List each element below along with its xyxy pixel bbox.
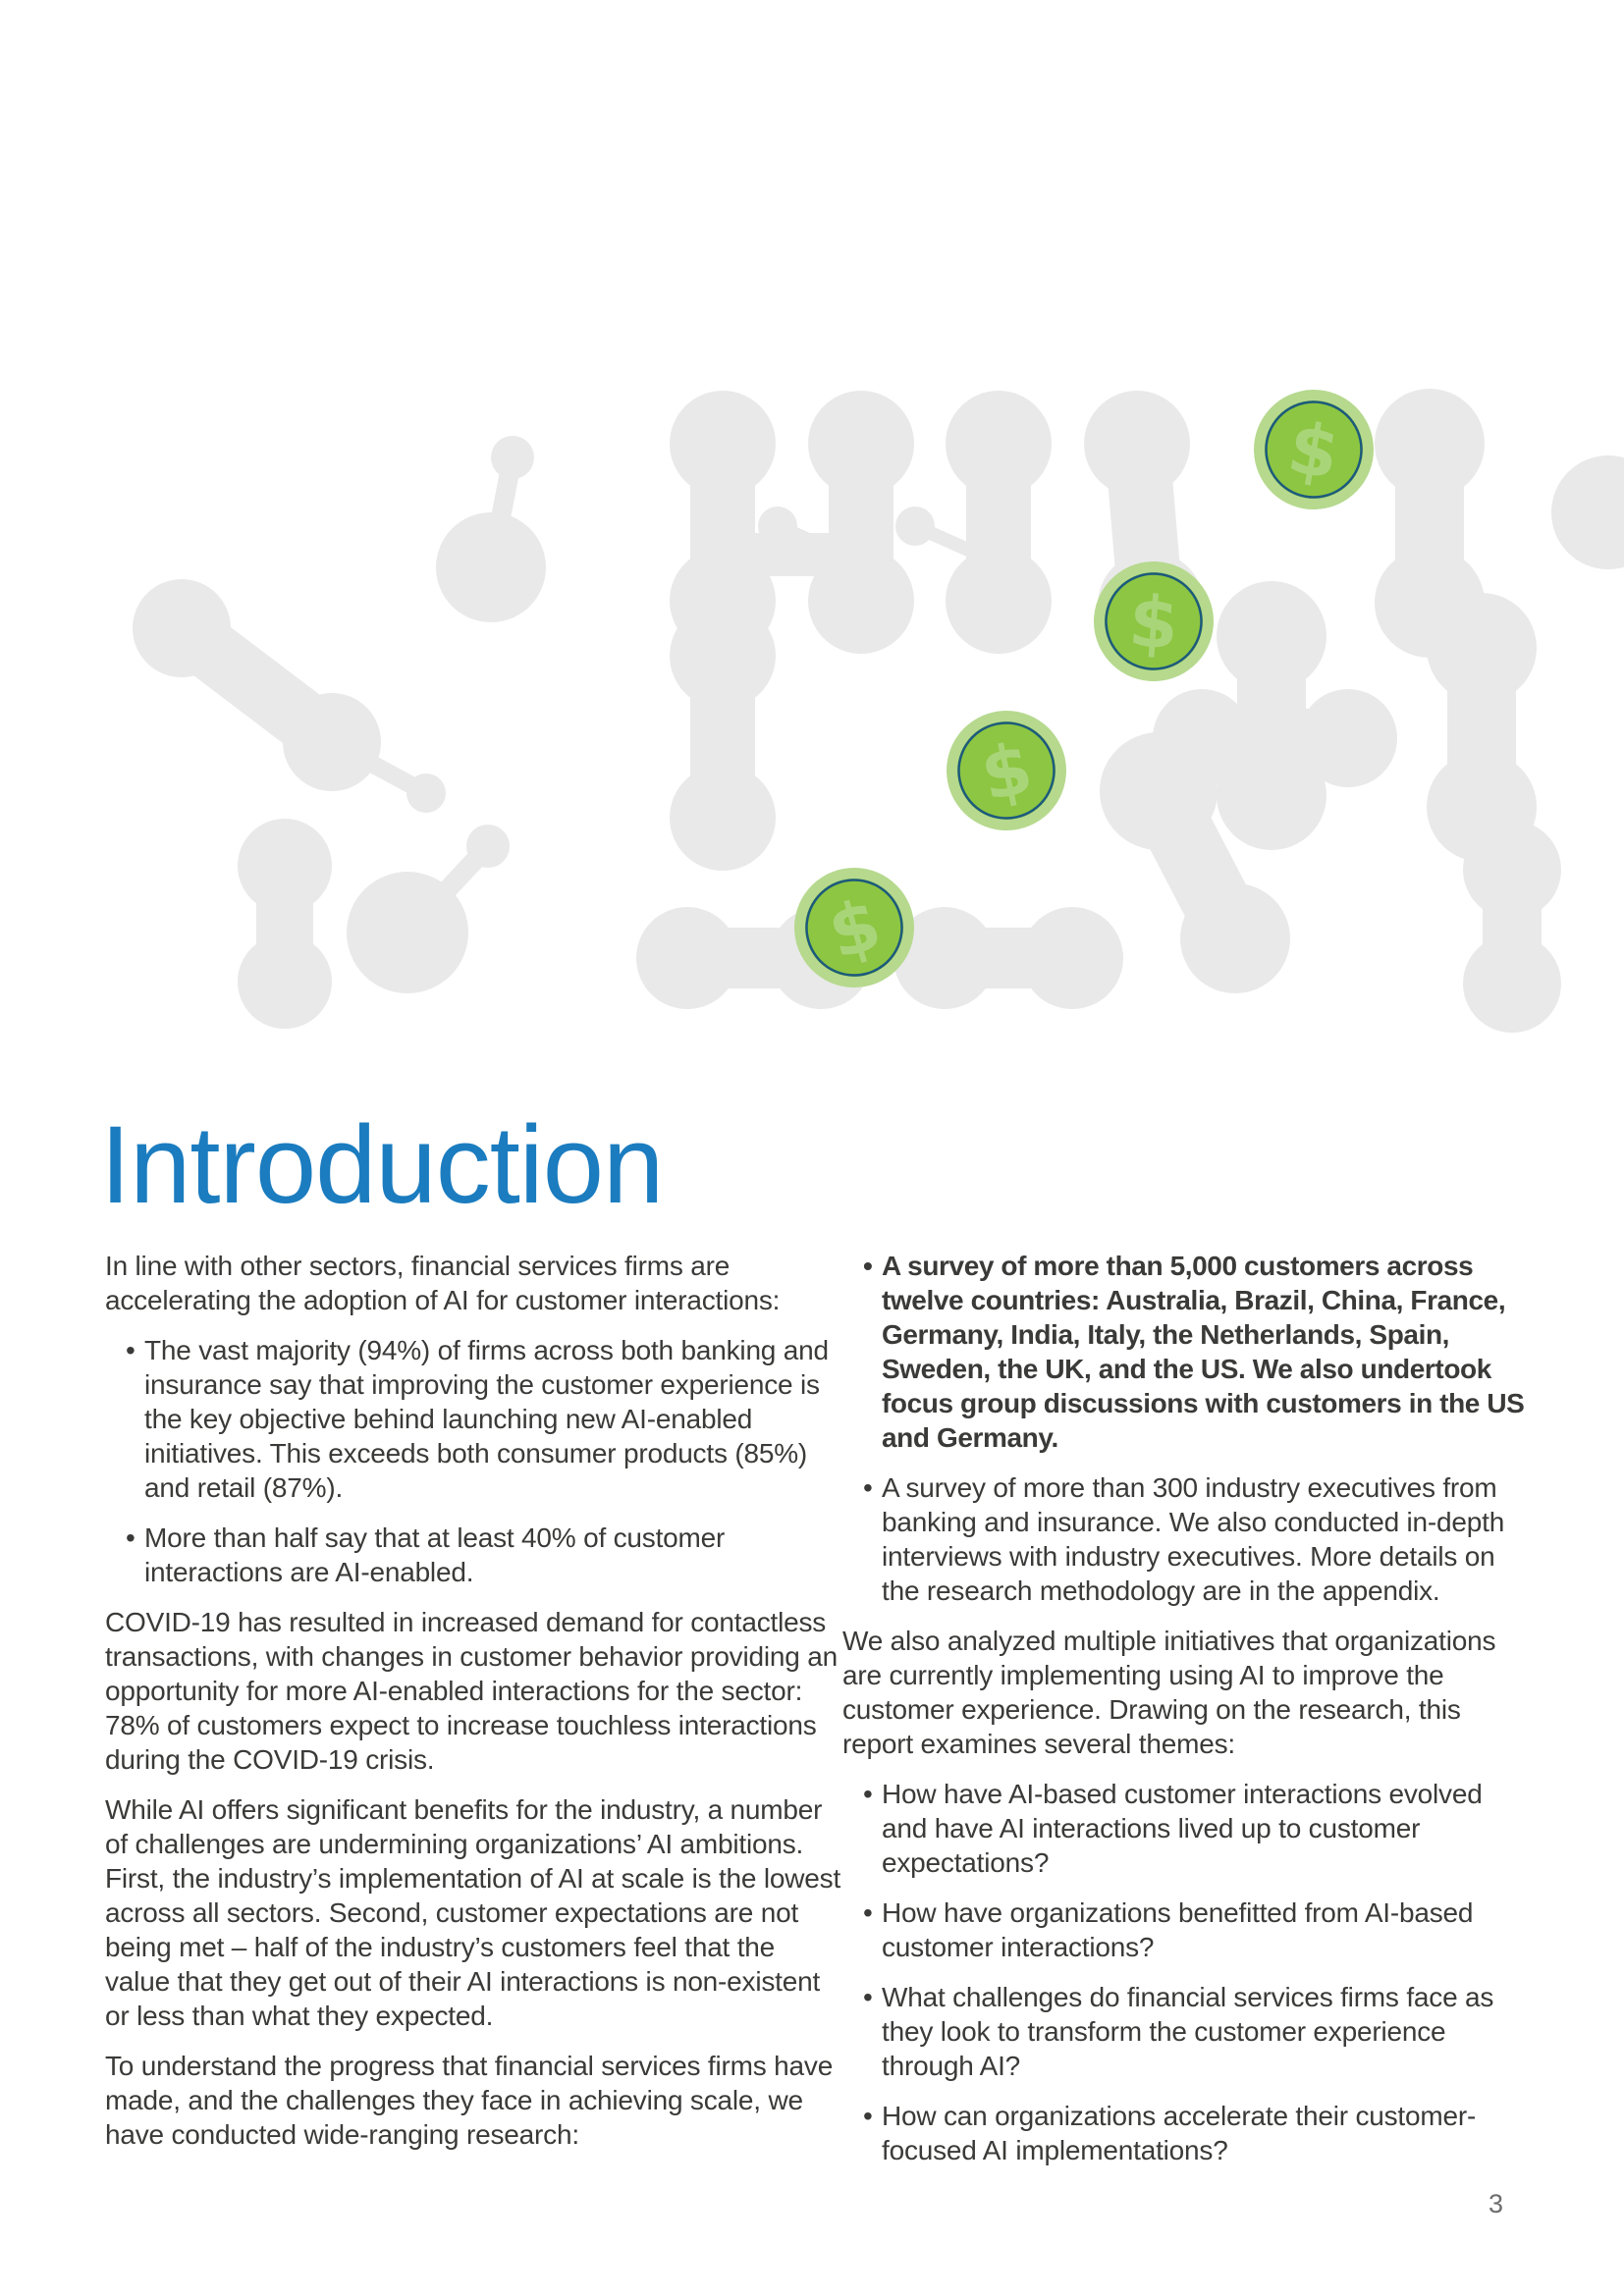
bullet-icon: • <box>863 1472 873 1503</box>
list-item <box>842 1249 1525 1455</box>
list-item-text: A survey of more than 300 industry executives from banking and insurance. We also conducted in-depth interviews with industry executives. More details on the research methodology are in the appendix. <box>882 1472 1505 1606</box>
paragraph-themes: We also analyzed multiple initiatives that organizations are currently implementing using AI to improve the customer experience. Drawing on the research, this report examines several themes: <box>842 1626 1496 1759</box>
bullet-icon: • <box>126 1522 135 1553</box>
molecule-blob <box>895 507 968 550</box>
list-item <box>842 1980 1525 2083</box>
molecule-blob <box>1551 455 1624 569</box>
bullet-icon: • <box>863 1251 873 1281</box>
bullet-icon: • <box>863 2101 873 2131</box>
list-item-text: The vast majority (94%) of firms across both banking and insurance say that improving the customer experience is the key objective behind launching new AI-enabled initiatives. This exceeds both consumer products (85%) and retail (87%). <box>144 1335 829 1503</box>
bullet-icon: • <box>863 1779 873 1809</box>
list-item <box>842 1470 1525 1608</box>
paragraph-research: To understand the progress that financial services firms have made, and the challenges they face in achieving scale, we have conducted wide-ranging research: <box>105 2051 834 2150</box>
list-item <box>105 1521 846 1589</box>
left-column <box>105 1249 846 2167</box>
list-item-text: How have organizations benefitted from AI-based customer interactions? <box>882 1897 1474 1962</box>
molecule-blob <box>893 907 1123 1009</box>
bullet-icon: • <box>126 1335 135 1365</box>
dollar-coin-icon <box>1244 380 1382 518</box>
list-item <box>842 2099 1525 2167</box>
dollar-coin-icon <box>936 700 1078 842</box>
page-number: 3 <box>1489 2189 1504 2218</box>
paragraph-challenges: While AI offers significant benefits for the industry, a number of challenges are undermining organizations’ AI ambitions. First, the industry’s implementation of AI at scale is the lowest across all sectors. Second, customer expectations are not being met – half of the industry’s customers feel that the value that they get out of their AI interactions is non-existent or less than what they expected. <box>105 1794 841 2031</box>
list-item-text: How have AI-based customer interactions evolved and have AI interactions lived up to customer expectations? <box>882 1779 1483 1878</box>
list-item <box>842 1777 1525 1880</box>
dollar-icon: $ <box>1281 405 1345 496</box>
molecule-blob <box>670 603 776 871</box>
dollar-icon: $ <box>819 881 890 976</box>
molecule-blob <box>1463 821 1561 1033</box>
page-title: Introduction <box>100 1103 664 1227</box>
molecule-blob <box>238 819 332 1029</box>
list-item-text: What challenges do financial services firms face as they look to transform the customer experience through AI? <box>882 1982 1494 2081</box>
right-column <box>842 1249 1525 2183</box>
paragraph-covid: COVID-19 has resulted in increased demand for contactless transactions, with changes in customer behavior providing an opportunity for more AI-enabled interactions for the sector: 78% of customers expect to increase touchless interactions during the COVID-19 crisis. <box>105 1607 838 1775</box>
list-item-text: More than half say that at least 40% of customer interactions are AI-enabled. <box>144 1522 726 1587</box>
list-item <box>105 1333 846 1505</box>
molecule-blob <box>436 436 546 622</box>
list-item <box>842 1896 1525 1964</box>
dollar-icon: $ <box>1126 579 1181 666</box>
bullet-icon: • <box>863 1897 873 1928</box>
bullet-icon: • <box>863 1982 873 2012</box>
paragraph-intro: In line with other sectors, financial services firms are accelerating the adoption of AI for customer interactions: <box>105 1251 781 1315</box>
list-item-text: How can organizations accelerate their customer-focused AI implementations? <box>882 2101 1477 2165</box>
molecule-blob <box>946 391 1052 654</box>
molecule-banner-graphic <box>0 314 1624 1060</box>
list-item-text: A survey of more than 5,000 customers across twelve countries: Australia, Brazil, China, France, Germany, India, Italy, the Netherlands, Spain, Sweden, the UK, and the US. We also undertook focus group discussions with customers in the US and Germany. <box>882 1251 1525 1453</box>
dollar-icon: $ <box>973 725 1040 818</box>
molecule-blob <box>347 825 510 993</box>
molecule-blob <box>133 579 381 791</box>
